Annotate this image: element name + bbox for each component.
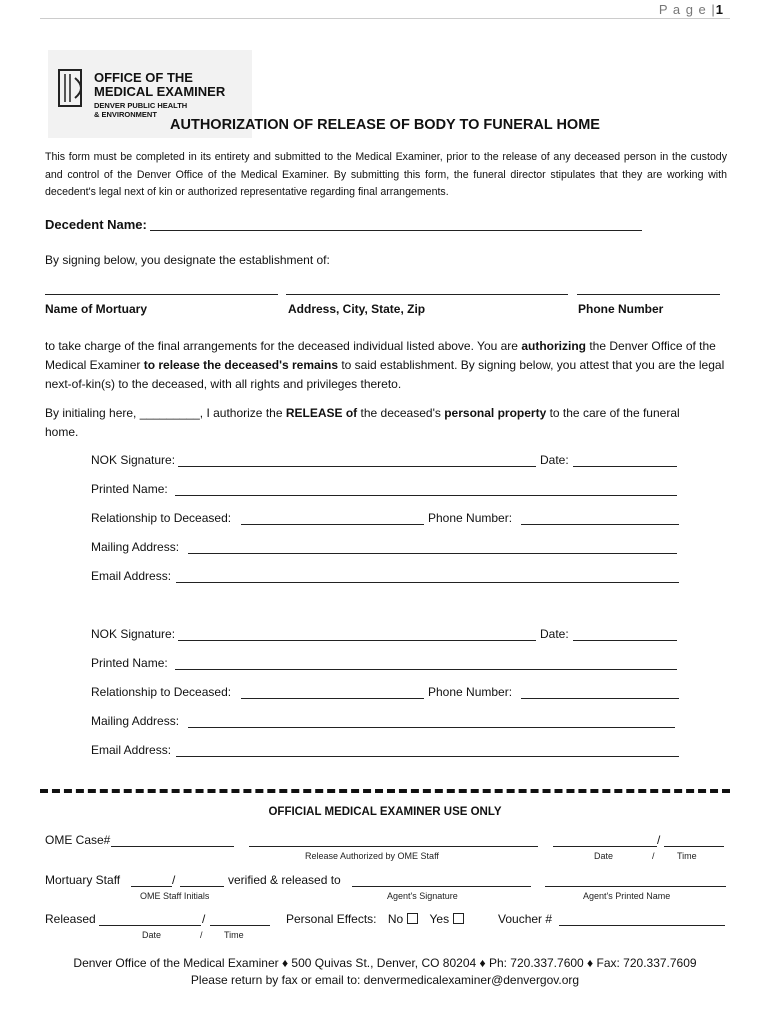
footer-return: Please return by fax or email to: denvermedicalexaminer@denvergov.org — [190, 973, 580, 987]
relationship-label: Relationship to Deceased: — [91, 685, 232, 699]
verified-label: verified & released to — [228, 873, 341, 887]
email-address-label: Email Address: — [91, 569, 172, 583]
released-date-field[interactable] — [99, 925, 201, 926]
mailing-address-label: Mailing Address: — [91, 714, 180, 728]
initial-bold-2: personal property — [444, 406, 547, 420]
header-rule — [40, 18, 730, 19]
time-caption: Time — [677, 851, 697, 861]
release-authorized-field[interactable] — [249, 846, 538, 847]
phone-number-label: Phone Number: — [428, 511, 513, 525]
page-num-value: 1 — [715, 2, 724, 17]
yes-checkbox[interactable] — [453, 913, 464, 924]
footer-address: Denver Office of the Medical Examiner ♦ 500 Quivas St., Denver, CO 80204 ♦ Ph: 720.337.7600 ♦ Fax: 720.337.7609 — [73, 956, 697, 970]
mortuary-staff-label: Mortuary Staff — [45, 873, 121, 887]
email-address-field[interactable] — [176, 756, 679, 757]
relationship-label: Relationship to Deceased: — [91, 511, 232, 525]
decedent-label: Decedent Name: — [45, 217, 147, 232]
released-slash: / — [202, 912, 206, 926]
initial-text-3: to the care of the funeral home. — [45, 406, 680, 439]
nok-signature-field[interactable] — [178, 466, 536, 467]
dashed-separator — [40, 789, 730, 793]
logo-line2: MEDICAL EXAMINER — [94, 84, 226, 99]
yes-label: Yes — [429, 912, 450, 926]
date-caption: Date — [594, 851, 614, 861]
date-time-slash: / — [652, 851, 655, 861]
initial-bold-1: RELEASE of — [285, 406, 358, 420]
official-heading: OFFICIAL MEDICAL EXAMINER USE ONLY — [268, 806, 502, 818]
no-checkbox[interactable] — [407, 913, 418, 924]
page-number — [659, 2, 724, 17]
phone-number-field[interactable] — [521, 524, 679, 525]
email-address-label: Email Address: — [91, 743, 172, 757]
logo-line1: OFFICE OF THE — [94, 70, 193, 85]
release-datetime-slash: / — [657, 833, 661, 847]
charge-text-3: to said establishment. By signing below, you attest that you are the legal next-of-kin(s) to the deceased, with all rights and privileges thereto. — [45, 358, 725, 391]
mailing-address-field[interactable] — [188, 553, 677, 554]
voucher-field[interactable] — [559, 925, 725, 926]
email-address-field[interactable] — [176, 582, 679, 583]
personal-effects-label — [286, 912, 464, 926]
page-label: P a g e | — [658, 2, 716, 17]
printed-name-label: Printed Name: — [91, 656, 168, 670]
mailing-address-label: Mailing Address: — [91, 540, 180, 554]
mortuary-address-field[interactable] — [286, 294, 568, 295]
released-date-caption: Date — [142, 930, 162, 940]
staff-initials-field-1[interactable] — [131, 886, 172, 887]
mortuary-name-field[interactable] — [45, 294, 278, 295]
initial-text-1: By initialing here, _________, I authorize the — [45, 406, 286, 420]
charge-bold-1: authorizing — [521, 339, 586, 353]
nok-signature-label: NOK Signature: — [91, 453, 176, 467]
col-mortuary-label: Name of Mortuary — [45, 302, 148, 316]
nok-signature-field[interactable] — [178, 640, 536, 641]
charge-paragraph — [45, 337, 727, 394]
relationship-field[interactable] — [241, 698, 424, 699]
nok-date-field[interactable] — [573, 466, 677, 467]
release-time-field[interactable] — [664, 846, 724, 847]
charge-text-1: to take charge of the final arrangements for the deceased individual listed above. You are — [45, 339, 522, 353]
form-title: AUTHORIZATION OF RELEASE OF BODY TO FUNERAL HOME — [170, 117, 600, 133]
nok-date-label: Date: — [540, 627, 569, 641]
nok-date-label: Date: — [540, 453, 569, 467]
no-label: No — [387, 912, 404, 926]
decedent-name-field[interactable] — [150, 230, 642, 231]
logo-emblem-icon — [57, 68, 89, 108]
release-date-field[interactable] — [553, 846, 657, 847]
released-time-field[interactable] — [210, 925, 270, 926]
designate-text: By signing below, you designate the establishment of: — [45, 253, 330, 267]
nok-date-field[interactable] — [573, 640, 677, 641]
agent-printed-caption: Agent's Printed Name — [583, 891, 671, 901]
printed-name-field[interactable] — [175, 495, 677, 496]
printed-name-field[interactable] — [175, 669, 677, 670]
released-time-caption: Time — [224, 930, 244, 940]
staff-initials-slash: / — [172, 873, 176, 887]
personal-effects-text: Personal Effects: — [286, 912, 377, 926]
logo-line3: DENVER PUBLIC HEALTH — [94, 101, 188, 110]
agent-printed-name-field[interactable] — [545, 886, 726, 887]
ome-case-label: OME Case# — [45, 833, 111, 847]
staff-initials-field-2[interactable] — [180, 886, 224, 887]
col-address-label: Address, City, State, Zip — [288, 302, 426, 316]
ome-case-field[interactable] — [111, 846, 234, 847]
phone-number-label: Phone Number: — [428, 685, 513, 699]
released-caption-slash: / — [200, 930, 203, 940]
initial-paragraph — [45, 404, 715, 442]
charge-bold-2: to release the deceased's remains — [143, 358, 338, 372]
relationship-field[interactable] — [241, 524, 424, 525]
charge-text-2: the Denver Office of the Medical Examiner — [45, 339, 716, 372]
initial-text-2: the deceased's — [357, 406, 445, 420]
nok-signature-label: NOK Signature: — [91, 627, 176, 641]
logo-line4: & ENVIRONMENT — [94, 110, 157, 119]
phone-number-field[interactable] — [521, 698, 679, 699]
staff-initials-caption: OME Staff Initials — [140, 891, 210, 901]
intro-paragraph: This form must be completed in its entirety and submitted to the Medical Examiner, prior to the release of any deceased person in the custody and control of the Denver Office of the Medical Examiner. By submitting this form, the funeral director stipulates that they are working with decedent's legal next of kin or authorized representative regarding final arrangements. — [45, 151, 727, 198]
release-authorized-caption: Release Authorized by OME Staff — [305, 851, 439, 861]
voucher-label: Voucher # — [498, 912, 553, 926]
agent-signature-caption: Agent's Signature — [387, 891, 458, 901]
mortuary-phone-field[interactable] — [577, 294, 720, 295]
agent-signature-field[interactable] — [352, 886, 531, 887]
released-label: Released — [45, 912, 96, 926]
col-phone-label: Phone Number — [578, 302, 664, 316]
printed-name-label: Printed Name: — [91, 482, 168, 496]
mailing-address-field[interactable] — [188, 727, 675, 728]
